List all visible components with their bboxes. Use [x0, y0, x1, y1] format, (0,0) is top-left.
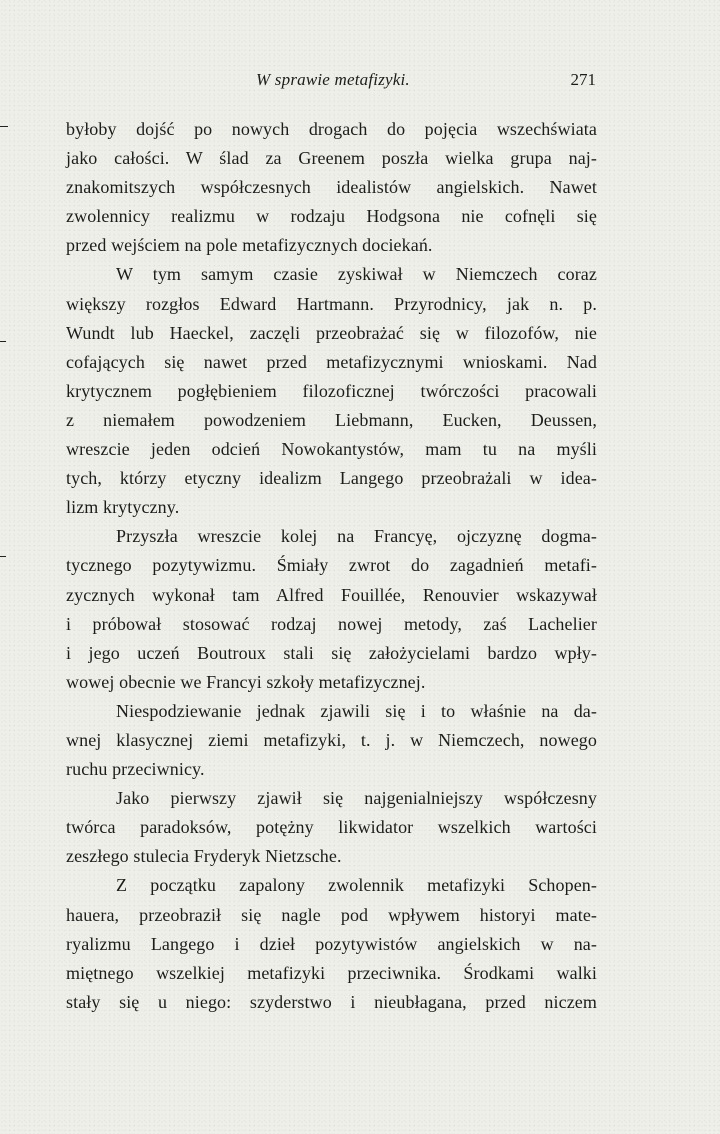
text-line: Wundt lub Haeckel, zaczęli przeobrażać się w filozofów, nie [66, 322, 597, 343]
text-line: zeszłego stulecia Fryderyk Nietzsche. [66, 846, 342, 867]
text-line: większy rozgłos Edward Hartmann. Przyrodnicy, jak n. p. [66, 293, 597, 314]
text-line: zwolennicy realizmu w rodzaju Hodgsona nie cofnęli się [66, 206, 597, 227]
text-line: krytycznem pogłębieniem filozoficznej twórczości pracowali [66, 380, 597, 401]
text-line: tych, którzy etyczny idealizm Langego przeobrażali w idea- [66, 468, 597, 489]
text-line: wnej klasycznej ziemi metafizyki, t. j. w Niemczech, nowego [66, 729, 597, 750]
text-line: z niemałem powodzeniem Liebmann, Eucken, Deussen, [66, 409, 597, 430]
text-line: tycznego pozytywizmu. Śmiały zwrot do zagadnień metafi- [66, 555, 597, 576]
running-title: W sprawie metafizyki. [256, 70, 410, 89]
text-line: W tym samym czasie zyskiwał w Niemczech coraz [116, 264, 597, 285]
text-line: przed wejściem na pole metafizycznych dociekań. [66, 235, 433, 256]
text-line: cofających się nawet przed metafizycznymi wnioskami. Nad [66, 351, 597, 372]
text-line: stały się u niego: szyderstwo i nieubłagana, przed niczem [66, 991, 597, 1012]
text-line: hauera, przeobraził się nagle pod wpływem historyi mate- [66, 904, 597, 925]
text-line: zycznych wykonał tam Alfred Fouillée, Renouvier wskazywał [66, 584, 597, 605]
text-line: ruchu przeciwnicy. [66, 759, 205, 780]
text-line: lizm krytyczny. [66, 497, 180, 518]
text-line: znakomitszych współczesnych idealistów angielskich. Nawet [66, 177, 597, 198]
margin-mark [0, 126, 8, 127]
text-line: twórca paradoksów, potężny likwidator wszelkich wartości [66, 817, 597, 838]
text-line: miętnego wszelkiej metafizyki przeciwnika. Środkami walki [66, 962, 597, 983]
text-line: i próbował stosować rodzaj nowej metody, zaś Lachelier [66, 613, 597, 634]
text-line: Jako pierwszy zjawił się najgenialniejszy współczesny [116, 788, 597, 809]
text-line: Z początku zapalony zwolennik metafizyki Schopen- [116, 875, 597, 896]
text-line: wreszcie jeden odcień Nowokantystów, mam tu na myśli [66, 439, 597, 460]
text-line: Przyszła wreszcie kolej na Francyę, ojczyznę dogma- [116, 526, 597, 547]
text-line: wowej obecnie we Francyi szkoły metafizycznej. [66, 671, 426, 692]
margin-mark [0, 556, 6, 557]
text-line: Niespodziewanie jednak zjawili się i to właśnie na da- [116, 700, 597, 721]
text-line: i jego uczeń Boutroux stali się założycielami bardzo wpły- [66, 642, 597, 663]
body-text [66, 115, 597, 1017]
text-line: jako całości. W ślad za Greenem poszła wielka grupa naj- [66, 148, 597, 169]
margin-mark [0, 341, 6, 342]
page-number: 271 [570, 70, 596, 89]
text-line: ryalizmu Langego i dzieł pozytywistów angielskich w na- [66, 933, 597, 954]
text-line: byłoby dojść po nowych drogach do pojęcia wszechświata [66, 119, 597, 139]
running-header [66, 70, 596, 94]
